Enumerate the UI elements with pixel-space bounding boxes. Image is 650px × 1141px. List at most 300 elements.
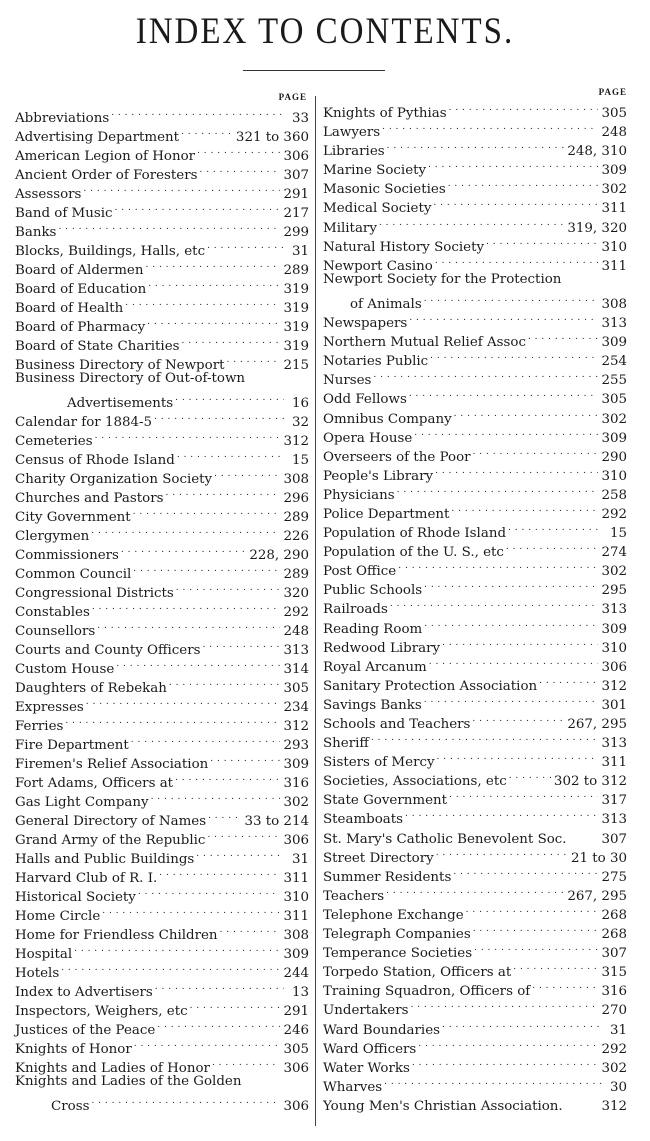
entry-label: Knights and Ladies of the Golden	[15, 1074, 242, 1089]
entry-label: Nurses	[323, 373, 372, 389]
dot-leader	[182, 331, 281, 350]
entry-label: Steamboats	[323, 812, 404, 828]
entry-page-number: 33	[291, 111, 309, 126]
entry-page-number: 228, 290	[249, 548, 309, 563]
entry-page-number: 289	[283, 567, 309, 582]
entry-page-number: 291	[283, 1004, 309, 1019]
entry-label: Newport Casino	[323, 258, 433, 274]
entry-page-number: 311	[283, 871, 309, 886]
entry-label: Counsellors	[15, 624, 96, 639]
entry-page-number: 302	[601, 411, 627, 427]
entry-page-number: 312	[283, 434, 309, 449]
entry-label: Commissioners	[15, 548, 119, 563]
entry-label: Grand Army of the Republic	[15, 833, 206, 848]
entry-label: St. Mary's Catholic Benevolent Soc.	[323, 831, 567, 847]
dot-leader	[509, 766, 551, 785]
entry-label: Clergymen	[15, 529, 90, 544]
entry-label: Board of Aldermen	[15, 263, 144, 278]
dot-leader	[91, 521, 280, 540]
entry-page-number: 274	[601, 545, 627, 561]
entry-label: Odd Fellows	[323, 392, 407, 408]
entry-label: Torpedo Station, Officers at	[323, 965, 512, 981]
entry-label: Water Works	[323, 1060, 410, 1076]
dot-leader	[435, 461, 598, 480]
entry-page-number: 311	[601, 258, 627, 274]
entry-label: Notaries Public	[323, 354, 429, 370]
entry-page-number: 292	[601, 506, 627, 522]
entry-label: Newspapers	[323, 316, 408, 332]
index-entry	[323, 270, 627, 289]
entry-label: Calendar for 1884-5	[15, 415, 153, 430]
entry-page-number: 314	[283, 662, 309, 677]
dot-leader	[86, 692, 281, 711]
entry-label: Firemen's Relief Association	[15, 757, 209, 772]
dot-leader	[448, 174, 599, 193]
dot-leader	[115, 198, 281, 217]
entry-page-number: 289	[283, 263, 309, 278]
page-column-header: PAGE	[598, 87, 627, 97]
dot-leader	[449, 785, 598, 804]
entry-page-number: 305	[601, 106, 627, 121]
entry-label: Temperance Societies	[323, 946, 473, 962]
entry-label: Omnibus Company	[323, 411, 452, 427]
entry-page-number: 309	[601, 430, 627, 446]
dot-leader	[226, 350, 280, 369]
dot-leader	[83, 179, 280, 198]
entry-page-number: 258	[601, 487, 627, 503]
dot-leader	[131, 730, 281, 749]
page-title: INDEX TO CONTENTS.	[135, 11, 515, 53]
dot-leader	[125, 293, 280, 312]
entry-page-number: 293	[283, 738, 309, 753]
entry-page-number: 305	[283, 1042, 309, 1057]
entry-page-number: 309	[601, 335, 627, 351]
dot-leader	[424, 575, 598, 594]
dot-leader	[175, 768, 280, 787]
entry-page-number: 309	[283, 947, 309, 962]
page-column-header: PAGE	[278, 92, 307, 102]
entry-page-number: 315	[601, 965, 627, 981]
entry-page-number: 309	[601, 621, 627, 637]
entry-page-number: 313	[601, 736, 627, 752]
entry-page-number: 32	[291, 415, 309, 430]
dot-leader	[405, 804, 598, 823]
dot-leader	[148, 274, 280, 293]
dot-leader	[506, 537, 599, 556]
dot-leader	[208, 806, 241, 825]
entry-label: Sanitary Protection Association	[323, 678, 538, 694]
dot-leader	[197, 141, 280, 160]
entry-label: Inspectors, Weighers, etc	[15, 1004, 188, 1019]
entry-label: Business Directory of Out-of-town	[15, 371, 246, 386]
entry-label: Post Office	[323, 564, 397, 580]
dot-leader	[449, 98, 599, 117]
entry-page-number: 319	[283, 320, 309, 335]
dot-leader	[111, 103, 284, 122]
entry-page-number: 307	[601, 946, 627, 962]
entry-page-number: 292	[283, 605, 309, 620]
dot-leader	[424, 289, 599, 308]
index-list-left	[15, 103, 309, 1114]
entry-page-number: 302	[601, 1060, 627, 1076]
dot-leader	[428, 155, 598, 174]
entry-page-number: 267, 295	[567, 888, 627, 904]
entry-label: Board of Education	[15, 282, 147, 297]
dot-leader	[473, 442, 599, 461]
entry-page-number: 310	[601, 239, 627, 255]
entry-page-number: 244	[283, 966, 309, 981]
dot-leader	[433, 193, 598, 212]
entry-label: Hospital	[15, 947, 73, 962]
entry-page-number: 312	[601, 678, 627, 694]
entry-label: Home for Friendless Children	[15, 928, 218, 943]
dot-leader	[92, 597, 281, 616]
entry-label: Population of Rhode Island	[323, 526, 507, 542]
dot-leader	[382, 117, 598, 136]
entry-page-number: 321 to 360	[235, 130, 309, 145]
entry-page-number: 31	[291, 852, 309, 867]
entry-page-number: 306	[283, 1099, 309, 1114]
dot-leader	[424, 614, 598, 633]
entry-label: Daughters of Rebekah	[15, 681, 167, 696]
dot-leader	[207, 236, 284, 255]
index-entry-continuation	[15, 1091, 309, 1114]
dot-leader	[147, 312, 280, 331]
dot-leader	[159, 863, 280, 882]
entry-page-number: 320	[283, 586, 309, 601]
entry-page-number: 319	[283, 301, 309, 316]
entry-label: Public Schools	[323, 583, 423, 599]
index-entry	[15, 217, 309, 240]
dot-leader	[91, 1091, 280, 1110]
entry-label: Libraries	[323, 144, 385, 160]
entry-label: Business Directory of Newport	[15, 358, 225, 373]
dot-leader	[409, 384, 599, 403]
entry-label: People's Library	[323, 468, 434, 484]
entry-label: Charity Organization Society	[15, 472, 213, 487]
entry-label: Summer Residents	[323, 869, 452, 885]
dot-leader	[386, 881, 564, 900]
entry-page-number: 31	[609, 1022, 627, 1038]
entry-page-number: 309	[283, 757, 309, 772]
dot-leader	[474, 938, 598, 957]
entry-page-number: 316	[601, 984, 627, 1000]
entry-page-number: 299	[283, 225, 309, 240]
dot-leader	[169, 673, 281, 692]
dot-leader	[410, 995, 598, 1014]
entry-page-number: 319	[283, 282, 309, 297]
entry-page-number: 248, 310	[567, 144, 627, 160]
dot-leader	[176, 578, 281, 597]
dot-leader	[528, 327, 598, 346]
entry-label: American Legion of Honor	[15, 149, 196, 164]
dot-leader	[387, 136, 565, 155]
entry-label: State Government	[323, 793, 448, 809]
index-column-right	[323, 87, 627, 1114]
entry-label: Sisters of Mercy	[323, 755, 435, 771]
entry-page-number: 319	[283, 339, 309, 354]
entry-page-number: 16	[291, 396, 309, 411]
entry-label: Reading Room	[323, 621, 423, 637]
entry-label: Knights and Ladies of Honor	[15, 1061, 210, 1076]
entry-page-number: 268	[601, 927, 627, 943]
dot-leader	[151, 787, 281, 806]
dot-leader	[121, 540, 246, 559]
entry-label: Fire Department	[15, 738, 129, 753]
index-entry	[323, 98, 627, 121]
entry-label: Common Council	[15, 567, 132, 582]
entry-label-continuation: of Animals	[350, 296, 422, 312]
entry-label: City Government	[15, 510, 131, 525]
entry-page-number: 275	[601, 869, 627, 885]
entry-page-number: 270	[601, 1003, 627, 1019]
dot-leader	[442, 1015, 602, 1034]
dot-leader	[430, 346, 598, 365]
entry-page-number: 296	[283, 491, 309, 506]
dot-leader	[133, 559, 280, 578]
entry-page-number: 33 to 214	[244, 814, 309, 829]
entry-page-number: 248	[283, 624, 309, 639]
entry-page-number: 21 to 30	[570, 850, 627, 866]
entry-label: Wharves	[323, 1079, 383, 1095]
entry-label: Royal Arcanum	[323, 659, 427, 675]
entry-page-number: 308	[601, 296, 627, 312]
entry-page-number: 312	[601, 1098, 627, 1114]
entry-page-number: 234	[283, 700, 309, 715]
entry-label: Index to Advertisers	[15, 985, 153, 1000]
entry-label: Assessors	[15, 187, 82, 202]
dot-leader	[196, 844, 284, 863]
entry-page-number: 267, 295	[567, 717, 627, 732]
dot-leader	[436, 843, 568, 862]
entry-page-number: 306	[283, 1061, 309, 1076]
entry-label: Board of Pharmacy	[15, 320, 146, 335]
entry-page-number: 291	[283, 187, 309, 202]
entry-label: Telephone Exchange	[323, 907, 464, 923]
entry-label: Police Department	[323, 506, 450, 522]
dot-leader	[429, 652, 599, 671]
dot-leader	[513, 957, 598, 976]
entry-page-number: 292	[601, 1041, 627, 1057]
entry-label: Banks	[15, 225, 57, 240]
entry-label: Harvard Club of R. I.	[15, 871, 158, 886]
entry-label: Gas Light Company	[15, 795, 149, 810]
dot-leader	[398, 556, 598, 575]
entry-label: Telegraph Companies	[323, 927, 471, 943]
dot-leader	[207, 825, 280, 844]
entry-label: Churches and Pastors	[15, 491, 164, 506]
column-divider	[315, 96, 316, 1126]
dot-leader	[155, 977, 284, 996]
entry-label: Ward Officers	[323, 1041, 417, 1057]
entry-label: Fort Adams, Officers at	[15, 776, 174, 791]
index-entry-continuation	[323, 289, 627, 312]
entry-label: Ancient Order of Foresters	[15, 168, 198, 183]
entry-page-number: 313	[283, 643, 309, 658]
dot-leader	[146, 255, 281, 274]
entry-page-number: 254	[601, 354, 627, 370]
entry-label: Savings Banks	[323, 697, 422, 713]
entry-label: Census of Rhode Island	[15, 453, 175, 468]
dot-leader	[373, 365, 598, 384]
entry-page-number: 305	[601, 392, 627, 408]
index-list-right	[323, 98, 627, 1114]
entry-label: Cemeteries	[15, 434, 93, 449]
dot-leader	[210, 749, 280, 768]
index-entry	[15, 369, 309, 388]
entry-label: Opera House	[323, 430, 413, 446]
entry-page-number: 268	[601, 907, 627, 923]
dot-leader	[473, 919, 599, 938]
entry-label: Northern Mutual Relief Assoc	[323, 335, 526, 351]
entry-label: Masonic Societies	[323, 182, 446, 198]
dot-leader	[116, 654, 280, 673]
entry-label: Military	[323, 220, 377, 236]
dot-leader	[102, 901, 280, 920]
entry-label: Custom House	[15, 662, 115, 677]
entry-label: Physicians	[323, 487, 395, 503]
entry-label: Abbreviations	[15, 111, 110, 126]
entry-label: Railroads	[323, 602, 388, 618]
dot-leader	[454, 404, 599, 423]
entry-page-number: 306	[283, 149, 309, 164]
entry-page-number: 255	[601, 373, 627, 389]
entry-label: Historical Society	[15, 890, 136, 905]
dot-leader	[532, 976, 598, 995]
entry-page-number: 310	[601, 468, 627, 484]
entry-page-number: 310	[283, 890, 309, 905]
entry-label: Societies, Associations, etc	[323, 774, 507, 790]
dot-leader	[453, 862, 598, 881]
entry-label: Population of the U. S., etc	[323, 545, 504, 561]
dot-leader	[508, 518, 602, 537]
entry-page-number: 226	[283, 529, 309, 544]
dot-leader	[409, 308, 598, 327]
entry-label: Board of Health	[15, 301, 124, 316]
entry-label: Band of Music	[15, 206, 113, 221]
dot-leader	[466, 900, 599, 919]
dot-leader	[437, 747, 599, 766]
entry-page-number: 311	[283, 909, 309, 924]
title-rule	[243, 70, 385, 71]
entry-label: Young Men's Christian Association.	[323, 1098, 563, 1114]
entry-label: Overseers of the Poor	[323, 449, 471, 465]
entry-label: Teachers	[323, 888, 385, 904]
entry-page-number: 305	[283, 681, 309, 696]
entry-label: Street Directory	[323, 850, 434, 866]
entry-page-number: 313	[601, 602, 627, 618]
entry-label: Advertising Department	[15, 130, 180, 145]
dot-leader	[390, 594, 599, 613]
entry-label: Hotels	[15, 966, 60, 981]
dot-leader	[424, 690, 599, 709]
entry-page-number: 15	[291, 453, 309, 468]
dot-leader	[384, 1072, 602, 1091]
entry-page-number: 306	[601, 659, 627, 675]
entry-page-number: 246	[283, 1023, 309, 1038]
entry-page-number: 215	[283, 358, 309, 373]
entry-label: Lawyers	[323, 125, 381, 141]
dot-leader	[97, 616, 280, 635]
entry-page-number: 290	[601, 449, 627, 465]
entry-label-continuation: Advertisements	[67, 396, 174, 411]
dot-leader	[371, 728, 599, 747]
dot-leader	[154, 407, 284, 426]
dot-leader	[486, 232, 598, 251]
entry-page-number: 310	[601, 640, 627, 656]
entry-label: Courts and County Officers	[15, 643, 201, 658]
entry-label: Board of State Charities	[15, 339, 180, 354]
entry-page-number: 313	[601, 316, 627, 332]
entry-page-number: 311	[601, 755, 627, 771]
index-entry	[15, 236, 309, 259]
dot-leader	[166, 483, 281, 502]
index-entry	[15, 103, 309, 126]
entry-label-continuation: Cross	[51, 1099, 90, 1114]
entry-page-number: 13	[291, 985, 309, 1000]
index-entry	[15, 1072, 309, 1091]
entry-page-number: 317	[601, 793, 627, 809]
entry-label: Medical Society	[323, 201, 432, 217]
entry-page-number: 308	[283, 928, 309, 943]
entry-label: Undertakers	[323, 1003, 409, 1019]
entry-page-number: 302	[283, 795, 309, 810]
entry-label: Home Circle	[15, 909, 101, 924]
dot-leader	[65, 711, 280, 730]
dot-leader	[177, 445, 284, 464]
entry-page-number: 309	[601, 163, 627, 179]
entry-label: Blocks, Buildings, Halls, etc	[15, 244, 206, 259]
dot-leader	[138, 882, 281, 901]
index-column-left	[15, 92, 309, 1114]
dot-leader	[435, 251, 599, 270]
dot-leader	[397, 480, 599, 499]
dot-leader	[157, 1015, 280, 1034]
dot-leader	[472, 709, 564, 728]
dot-leader	[418, 1034, 598, 1053]
dot-leader	[58, 217, 280, 236]
dot-leader	[451, 499, 598, 518]
dot-leader	[199, 160, 280, 179]
entry-label: General Directory of Names	[15, 814, 207, 829]
entry-page-number: 319, 320	[567, 220, 627, 236]
entry-label: Newport Society for the Protection	[323, 271, 562, 287]
dot-leader	[214, 464, 280, 483]
entry-page-number: 302	[601, 564, 627, 580]
entry-page-number: 30	[609, 1079, 627, 1095]
entry-page-number: 311	[601, 201, 627, 217]
entry-label: Natural History Society	[323, 239, 485, 255]
entry-page-number: 15	[609, 526, 627, 542]
dot-leader	[220, 920, 281, 939]
entry-label: Ferries	[15, 719, 64, 734]
dot-leader	[133, 502, 281, 521]
entry-label: Sheriff	[323, 736, 369, 752]
entry-label: Expresses	[15, 700, 84, 715]
entry-label: Constables	[15, 605, 90, 620]
dot-leader	[134, 1034, 281, 1053]
entry-page-number: 302 to 312	[553, 774, 627, 790]
dot-leader	[379, 213, 564, 232]
dot-leader	[175, 388, 284, 407]
entry-page-number: 248	[601, 125, 627, 141]
dot-leader	[181, 122, 233, 141]
entry-label: Schools and Teachers	[323, 717, 471, 732]
entry-label: Knights of Honor	[15, 1042, 132, 1057]
entry-label: Ward Boundaries	[323, 1022, 440, 1038]
entry-page-number: 307	[601, 831, 627, 847]
dot-leader	[190, 996, 281, 1015]
